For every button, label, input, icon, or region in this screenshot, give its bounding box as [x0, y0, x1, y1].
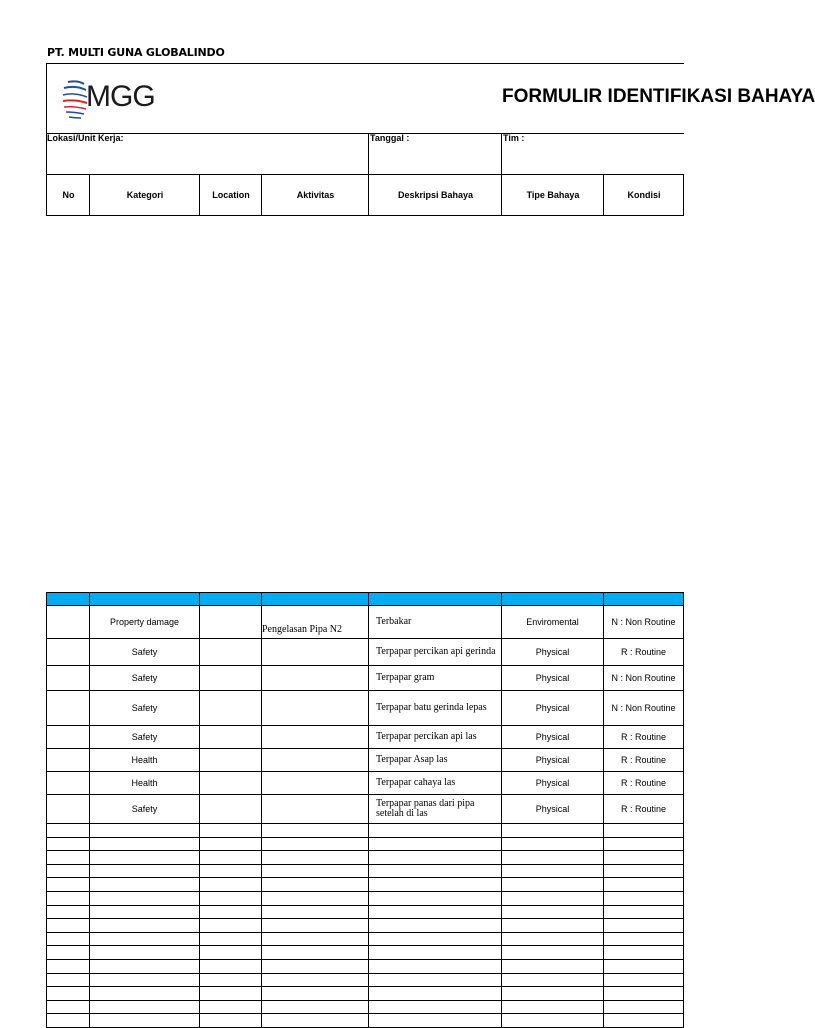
location-cell: [200, 666, 262, 691]
empty-cell: [604, 905, 684, 919]
kondisi-cell: R : Routine: [604, 749, 684, 772]
tipe-cell: Physical: [502, 726, 604, 749]
empty-cell: [262, 987, 369, 1001]
empty-cell: [47, 905, 90, 919]
table-row: [47, 878, 684, 892]
kategori-cell: Health: [90, 772, 200, 795]
empty-cell: [502, 1000, 604, 1014]
kategori-cell: Safety: [90, 666, 200, 691]
deskripsi-cell: Terpapar percikan api las: [369, 726, 502, 749]
empty-cell: [369, 932, 502, 946]
empty-cell: [47, 891, 90, 905]
band-cell: [369, 593, 502, 606]
empty-cell: [502, 878, 604, 892]
empty-cell: [90, 987, 200, 1001]
no-cell: [47, 749, 90, 772]
table-row: [47, 606, 684, 639]
empty-cell: [604, 878, 684, 892]
empty-cell: [369, 905, 502, 919]
empty-cell: [262, 1000, 369, 1014]
deskripsi-cell: Terpapar batu gerinda lepas: [369, 691, 502, 726]
empty-cell: [200, 973, 262, 987]
table-row: [47, 987, 684, 1001]
empty-cell: [90, 905, 200, 919]
location-cell: [200, 691, 262, 726]
tipe-cell: Enviromental: [502, 606, 604, 639]
empty-cell: [502, 837, 604, 851]
empty-cell: [502, 987, 604, 1001]
lokasi-label: Lokasi/Unit Kerja:: [47, 133, 124, 143]
table-row: [47, 795, 684, 824]
empty-cell: [90, 959, 200, 973]
band-cell: [262, 593, 369, 606]
kategori-cell: Safety: [90, 795, 200, 824]
kondisi-cell: R : Routine: [604, 772, 684, 795]
empty-cell: [604, 864, 684, 878]
deskripsi-cell: Terpapar panas dari pipa setelah di las: [369, 795, 502, 824]
empty-cell: [90, 837, 200, 851]
empty-cell: [262, 959, 369, 973]
empty-cell: [200, 837, 262, 851]
empty-cell: [47, 878, 90, 892]
tim-label: Tim :: [503, 133, 525, 143]
band-cell: [604, 593, 684, 606]
empty-cell: [604, 837, 684, 851]
deskripsi-cell: Terpapar gram: [369, 666, 502, 691]
kondisi-cell: N : Non Routine: [604, 691, 684, 726]
empty-cell: [604, 1014, 684, 1028]
empty-cell: [369, 919, 502, 933]
table-row: [47, 946, 684, 960]
no-cell: [47, 606, 90, 639]
empty-cell: [262, 905, 369, 919]
empty-cell: [90, 1014, 200, 1028]
deskripsi-cell: Terpapar Asap las: [369, 749, 502, 772]
empty-cell: [502, 905, 604, 919]
empty-cell: [262, 932, 369, 946]
empty-cell: [369, 851, 502, 865]
table-row: [47, 772, 684, 795]
empty-cell: [369, 1000, 502, 1014]
empty-cell: [604, 824, 684, 838]
location-cell: [200, 795, 262, 824]
empty-cell: [262, 946, 369, 960]
deskripsi-cell: Terpapar cahaya las: [369, 772, 502, 795]
empty-cell: [200, 932, 262, 946]
table-header-band: [47, 593, 684, 606]
frame-title-divider: [46, 133, 684, 134]
table-row: [47, 749, 684, 772]
aktivitas-cell: [262, 795, 369, 824]
empty-cell: [502, 919, 604, 933]
empty-cell: [369, 837, 502, 851]
empty-cell: [262, 851, 369, 865]
empty-cell: [47, 851, 90, 865]
deskripsi-cell: Terbakar: [369, 606, 502, 639]
empty-cell: [604, 851, 684, 865]
no-cell: [47, 726, 90, 749]
empty-cell: [262, 837, 369, 851]
kategori-cell: Health: [90, 749, 200, 772]
empty-cell: [200, 824, 262, 838]
empty-cell: [369, 987, 502, 1001]
table-row: [47, 959, 684, 973]
empty-cell: [369, 864, 502, 878]
tanggal-label: Tanggal :: [370, 133, 410, 143]
empty-cell: [90, 946, 200, 960]
column-header-kategori: Kategori: [89, 174, 200, 216]
empty-cell: [262, 891, 369, 905]
aktivitas-cell: [262, 749, 369, 772]
empty-cell: [200, 987, 262, 1001]
deskripsi-cell: Terpapar percikan api gerinda: [369, 639, 502, 666]
empty-cell: [47, 1014, 90, 1028]
empty-cell: [262, 1014, 369, 1028]
empty-cell: [262, 973, 369, 987]
aktivitas-cell: [262, 691, 369, 726]
empty-cell: [200, 891, 262, 905]
empty-cell: [604, 959, 684, 973]
empty-cell: [200, 878, 262, 892]
empty-cell: [604, 932, 684, 946]
empty-cell: [47, 959, 90, 973]
empty-cell: [502, 973, 604, 987]
empty-cell: [47, 837, 90, 851]
empty-cell: [200, 851, 262, 865]
company-name: PT. MULTI GUNA GLOBALINDO: [47, 46, 225, 59]
location-cell: [200, 606, 262, 639]
kategori-cell: Safety: [90, 691, 200, 726]
aktivitas-cell: [262, 666, 369, 691]
tipe-cell: Physical: [502, 666, 604, 691]
tipe-cell: Physical: [502, 691, 604, 726]
empty-cell: [90, 878, 200, 892]
empty-cell: [502, 932, 604, 946]
no-cell: [47, 795, 90, 824]
empty-cell: [502, 1014, 604, 1028]
table-row: [47, 864, 684, 878]
empty-cell: [200, 919, 262, 933]
empty-cell: [502, 891, 604, 905]
no-cell: [47, 772, 90, 795]
empty-cell: [502, 824, 604, 838]
empty-cell: [604, 973, 684, 987]
aktivitas-cell: [262, 639, 369, 666]
location-cell: [200, 749, 262, 772]
empty-cell: [369, 946, 502, 960]
empty-cell: [369, 973, 502, 987]
tipe-cell: Physical: [502, 749, 604, 772]
table-row: [47, 639, 684, 666]
empty-cell: [200, 864, 262, 878]
column-header-kondisi: Kondisi: [603, 174, 684, 216]
table-row: [47, 1000, 684, 1014]
empty-cell: [200, 959, 262, 973]
kategori-cell: Safety: [90, 726, 200, 749]
table-row: [47, 932, 684, 946]
no-cell: [47, 639, 90, 666]
aktivitas-cell: Pengelasan Pipa N2: [262, 606, 369, 639]
empty-cell: [604, 919, 684, 933]
empty-cell: [200, 905, 262, 919]
empty-cell: [47, 987, 90, 1001]
column-header-aktivitas: Aktivitas: [261, 174, 369, 216]
empty-cell: [200, 946, 262, 960]
frame-top-border: [46, 63, 684, 64]
empty-cell: [262, 878, 369, 892]
location-cell: [200, 639, 262, 666]
table-row: [47, 824, 684, 838]
company-logo: [60, 78, 155, 120]
empty-cell: [90, 864, 200, 878]
empty-cell: [604, 1000, 684, 1014]
empty-cell: [502, 864, 604, 878]
band-cell: [47, 593, 90, 606]
table-row: [47, 837, 684, 851]
empty-cell: [369, 878, 502, 892]
kondisi-cell: R : Routine: [604, 639, 684, 666]
no-cell: [47, 666, 90, 691]
column-header-no: No: [46, 174, 90, 216]
empty-cell: [90, 851, 200, 865]
logo-text: MGG: [86, 80, 155, 113]
empty-cell: [47, 864, 90, 878]
column-header-tipe: Tipe Bahaya: [501, 174, 604, 216]
kondisi-cell: N : Non Routine: [604, 606, 684, 639]
kategori-cell: Property damage: [90, 606, 200, 639]
tipe-cell: Physical: [502, 639, 604, 666]
empty-cell: [90, 932, 200, 946]
kategori-cell: Safety: [90, 639, 200, 666]
empty-cell: [47, 932, 90, 946]
table-row: [47, 726, 684, 749]
empty-cell: [90, 824, 200, 838]
hazard-table: [46, 592, 684, 1028]
table-row: [47, 919, 684, 933]
empty-cell: [502, 946, 604, 960]
kondisi-cell: R : Routine: [604, 795, 684, 824]
column-header-location: Location: [199, 174, 262, 216]
empty-cell: [369, 1014, 502, 1028]
location-cell: [200, 726, 262, 749]
empty-cell: [90, 919, 200, 933]
empty-cell: [369, 824, 502, 838]
empty-cell: [369, 959, 502, 973]
location-cell: [200, 772, 262, 795]
empty-cell: [47, 824, 90, 838]
aktivitas-cell: [262, 772, 369, 795]
empty-cell: [47, 973, 90, 987]
table-row: [47, 851, 684, 865]
column-header-deskripsi: Deskripsi Bahaya: [368, 174, 502, 216]
empty-cell: [604, 987, 684, 1001]
kondisi-cell: R : Routine: [604, 726, 684, 749]
form-title: FORMULIR IDENTIFIKASI BAHAYA: [502, 86, 815, 107]
empty-cell: [502, 851, 604, 865]
empty-cell: [90, 1000, 200, 1014]
kondisi-cell: N : Non Routine: [604, 666, 684, 691]
empty-cell: [262, 919, 369, 933]
table-row: [47, 905, 684, 919]
table-row: [47, 666, 684, 691]
aktivitas-cell: [262, 726, 369, 749]
table-row: [47, 891, 684, 905]
empty-cell: [47, 1000, 90, 1014]
empty-cell: [47, 946, 90, 960]
empty-cell: [502, 959, 604, 973]
table-row: [47, 1014, 684, 1028]
empty-cell: [200, 1000, 262, 1014]
empty-cell: [47, 919, 90, 933]
empty-cell: [604, 946, 684, 960]
empty-cell: [369, 891, 502, 905]
band-cell: [90, 593, 200, 606]
band-cell: [502, 593, 604, 606]
header-right-border: [683, 174, 684, 216]
tipe-cell: Physical: [502, 772, 604, 795]
table-row: [47, 973, 684, 987]
band-cell: [200, 593, 262, 606]
empty-cell: [200, 1014, 262, 1028]
empty-cell: [262, 864, 369, 878]
table-row: [47, 691, 684, 726]
meta-divider: [501, 133, 502, 174]
meta-divider: [368, 133, 369, 174]
no-cell: [47, 691, 90, 726]
tipe-cell: Physical: [502, 795, 604, 824]
empty-cell: [90, 973, 200, 987]
empty-cell: [90, 891, 200, 905]
empty-cell: [262, 824, 369, 838]
empty-cell: [604, 891, 684, 905]
